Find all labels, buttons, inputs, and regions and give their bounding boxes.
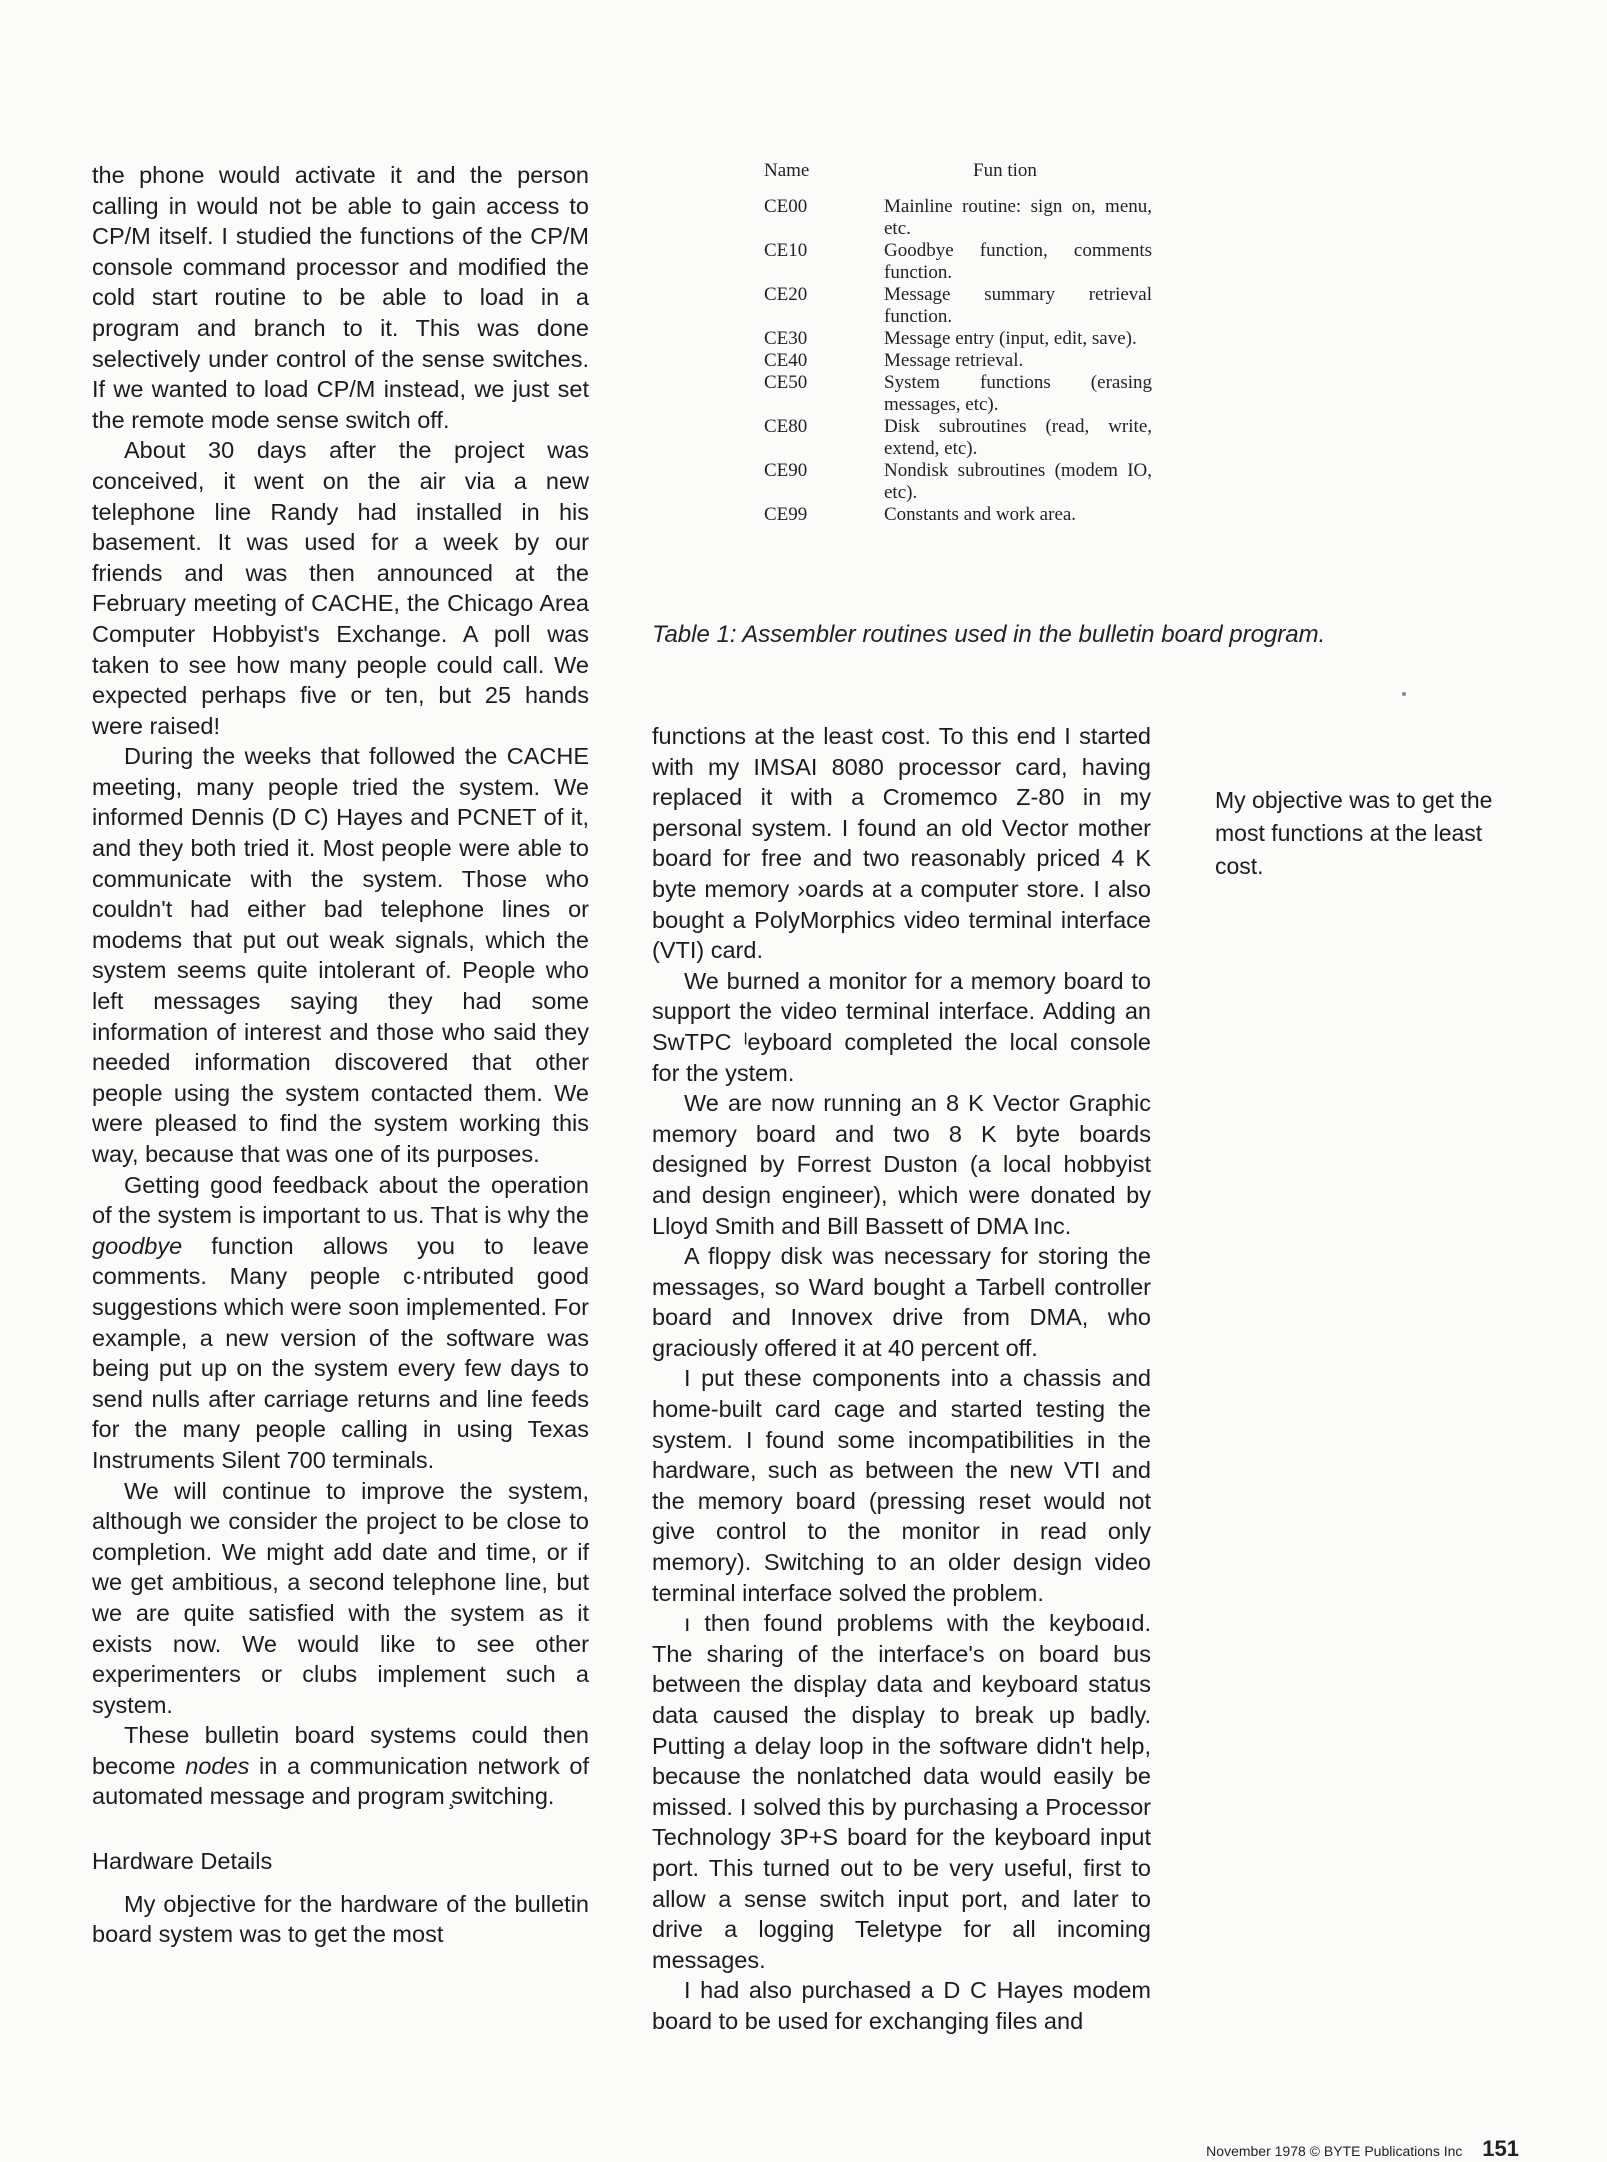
- page-number: 151: [1482, 2136, 1519, 2161]
- routine-name: CE20: [764, 284, 808, 305]
- column-header-function: Fun tion: [973, 160, 1037, 181]
- paragraph: I put these components into a chassis and home-built card cage and started testing the system. I found some incompatibilities in the hardware, such as between the new VTI and the memory board (pressing reset would not give control to the monitor in read only memory). Switching to an older design video terminal interface solved the problem.: [652, 1365, 1151, 1606]
- routine-function: Constants and work area.: [884, 504, 1077, 525]
- paragraph: functions at the least cost. To this end I started with my IMSAI 8080 processor card, having replaced it with a Cromemco Z-80 in my personal system. I found an old Vector mother board for free and two reasonably priced 4 K byte memory ›oards at a computer store. I also bought a PolyMorphics video terminal interface (VTI) card.: [652, 723, 1151, 964]
- routine-name: CE00: [764, 196, 808, 217]
- dust-speck: [1402, 692, 1406, 696]
- right-text-column: [652, 721, 1151, 2037]
- pull-quote: My objective was to get the most functions at the least cost.: [1215, 787, 1493, 879]
- text-run: Getting good feedback about the operation of the system is important to us. That is why the: [92, 1171, 589, 1229]
- routine-name: CE90: [764, 460, 808, 481]
- paragraph: My objective for the hardware of the bulletin board system was to get the most: [92, 1890, 589, 1948]
- left-text-column: [92, 160, 589, 1950]
- table-caption: Table 1: Assembler routines used in the bulletin board program.: [652, 621, 1326, 648]
- routine-function: Message summary retrieval function.: [884, 284, 1152, 327]
- paragraph: We burned a monitor for a memory board to support the video terminal interface. Adding an SwTPC ˡeyboard completed the local console for the ystem.: [652, 967, 1151, 1086]
- table-row: [752, 372, 1152, 416]
- page-footer: [1206, 2136, 1519, 2162]
- paragraph: I had also purchased a D C Hayes modem board to be used for exchanging files and: [652, 1977, 1151, 2034]
- routine-function: Message retrieval.: [884, 350, 1024, 371]
- routine-name: CE99: [764, 504, 808, 525]
- table-row: [752, 328, 1152, 350]
- routine-name: CE40: [764, 350, 808, 371]
- routine-function: Disk subroutines (read, write, extend, etc).: [884, 416, 1152, 459]
- section-heading: Hardware Details: [92, 1848, 273, 1875]
- paragraph: About 30 days after the project was conceived, it went on the air via a new telephone line Randy had installed in his basement. It was used for a week by our friends and was then announced at the February meeting of CACHE, the Chicago Area Computer Hobbyist's Exchange. A poll was taken to see how many people could call. We expected perhaps five or ten, but 25 hands were raised!: [92, 437, 589, 739]
- table-row: [752, 460, 1152, 504]
- table-header: [752, 160, 1152, 196]
- column-header-name: Name: [764, 160, 810, 181]
- routine-name: CE30: [764, 328, 808, 349]
- table-row: [752, 350, 1152, 372]
- table-row: [752, 284, 1152, 328]
- paragraph: [92, 1170, 589, 1476]
- routine-name: CE10: [764, 240, 808, 261]
- text-run: These bulletin board systems could then become: [92, 1722, 589, 1779]
- emphasis-nodes: nodes: [185, 1752, 250, 1779]
- paragraph: During the weeks that followed the CACHE meeting, many people tried the system. We informed Dennis (D C) Hayes and PCNET of it, and they both tried it. Most people were able to communicate with the system. Those who couldn't had either bad telephone lines or modems that put out weak signals, which the system seems quite intolerant of. People who left messages saying they had some information of interest and those who said they needed information discovered that other people using the system contacted them. We were pleased to find the system working this way, because that was one of its purposes.: [92, 743, 589, 1167]
- routine-function: Nondisk subroutines (modem IO, etc).: [884, 460, 1152, 503]
- routine-function: Mainline routine: sign on, menu, etc.: [884, 196, 1152, 239]
- paragraph: ı then found problems with the keyboɑıd. The sharing of the interface's on board bus between the display data and keyboard status data caused the display to break up badly. Putting a delay loop in the software didn't help, because the nonlatched data would easily be missed. I solved this by purchasing a Processor Technology 3P+S board for the keyboard input port. This turned out to be very useful, first to allow a sense switch input port, and later to drive a logging Teletype for all incoming messages.: [652, 1610, 1151, 1973]
- routine-function: Message entry (input, edit, save).: [884, 328, 1137, 349]
- routine-name: CE80: [764, 416, 808, 437]
- routine-function: Goodbye function, comments function.: [884, 240, 1152, 283]
- routines-table: [752, 160, 1152, 526]
- table-row: [752, 240, 1152, 284]
- routine-function: System functions (erasing messages, etc).: [884, 372, 1152, 415]
- paragraph: the phone would activate it and the person calling in would not be able to gain access to CP/M itself. I studied the functions of the CP/M console command processor and modified the cold start routine to be able to load in a program and branch to it. This was done selectively under control of the sense switches. If we wanted to load CP/M instead, we just set the remote mode sense switch off.: [92, 162, 589, 433]
- emphasis-goodbye: goodbye: [92, 1232, 183, 1259]
- table-row: [752, 504, 1152, 526]
- routine-name: CE50: [764, 372, 808, 393]
- text-run: in a communication network of automated message and program ̧switching.: [92, 1752, 589, 1810]
- table-row: [752, 196, 1152, 240]
- paragraph: We are now running an 8 K Vector Graphic memory board and two 8 K byte boards designed by Forrest Duston (a local hobbyist and design engineer), which were donated by Lloyd Smith and Bill Bassett of DMA Inc.: [652, 1090, 1151, 1239]
- table-row: [752, 416, 1152, 460]
- text-run: function allows you to leave comments. Many people c·ntributed good suggestions which were soon implemented. For example, a new version of the software was being put up on the system every few days to send nulls after carriage returns and line feeds for the many people calling in using Texas Instruments Silent 700 terminals.: [92, 1232, 589, 1473]
- paragraph: [92, 1720, 589, 1812]
- paragraph: We will continue to improve the system, although we consider the project to be close to completion. We might add date and time, or if we get ambitious, a second telephone line, but we are quite satisfied with the system as it exists now. We would like to see other experimenters or clubs implement such a system.: [92, 1477, 589, 1718]
- paragraph: A floppy disk was necessary for storing the messages, so Ward bought a Tarbell controller board and Innovex drive from DMA, who graciously offered it at 40 percent off.: [652, 1243, 1151, 1361]
- footer-credit: November 1978 © BYTE Publications Inc: [1206, 2143, 1463, 2159]
